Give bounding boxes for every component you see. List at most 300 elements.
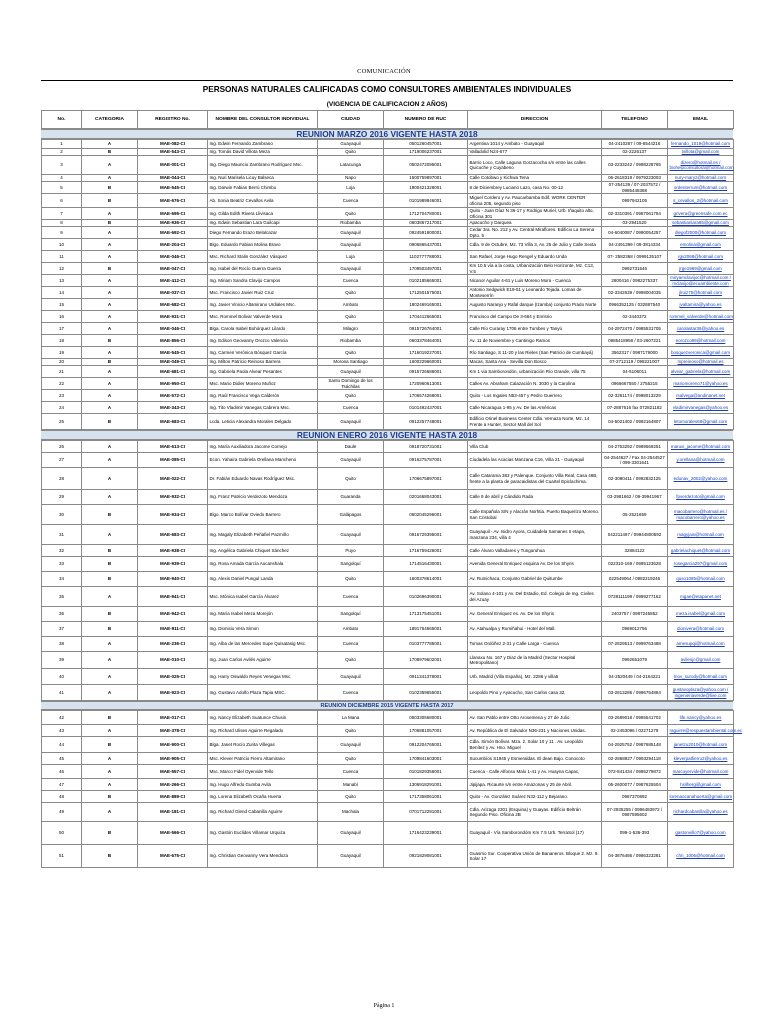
phone-cell: 02-3342639 / 0998004035: [602, 287, 668, 299]
table-row: [42, 402, 734, 414]
email-link[interactable]: grivera@greensafe.com.ec: [668, 208, 734, 220]
ruc-cell: 0921829081001: [384, 845, 468, 868]
column-header: DIRECCION: [468, 111, 602, 129]
category-cell: A: [82, 156, 138, 175]
registry-number-cell: MAE-543-CI: [138, 149, 208, 156]
row-number: 43: [42, 725, 82, 737]
email-link[interactable]: tvillota@gmail.com: [668, 149, 734, 156]
address-cell: Calle Española S/N y Alacrán Norhtia. Puerto Baquerizo Moreno. San Cristobal: [468, 505, 602, 525]
city-cell: Quito: [318, 347, 384, 359]
email-link[interactable]: rosegarcia297@gmail.com: [668, 557, 734, 572]
row-number: 33: [42, 557, 82, 572]
table-row: [42, 453, 734, 468]
email-link[interactable]: jrge1969@gmail.com: [668, 263, 734, 275]
email-link[interactable]: mariomoreno71@yahoo.es: [668, 378, 734, 390]
category-cell: B: [82, 545, 138, 557]
email-link[interactable]: y.orellana@hotmail.com: [668, 453, 734, 468]
city-cell: Quito: [318, 149, 384, 156]
email-link[interactable]: gustavoplaza@yahoo.com / ingenieriaverde@live.com: [668, 685, 734, 701]
registry-number-cell: MAE-889-CI: [138, 791, 208, 803]
ruc-cell: 1708979602001: [384, 652, 468, 669]
registry-number-cell: MAE-181-CI: [138, 803, 208, 822]
table-row: [42, 737, 734, 753]
table-row: [42, 359, 734, 366]
phone-cell: 0728111199 / 0999277162: [602, 587, 668, 607]
table-row: [42, 390, 734, 402]
email-link[interactable]: letomorales68@gmail.com: [668, 414, 734, 430]
phone-cell: 02-2453096 / 02271279: [602, 725, 668, 737]
phone-cell: 07-254139 / 07-2037572 / 0985448388: [602, 182, 668, 194]
phone-cell: 04-2753292 / 0989569251: [602, 441, 668, 453]
category-cell: A: [82, 587, 138, 607]
email-link[interactable]: quso1085@hotmail.com: [668, 572, 734, 587]
city-cell: Ambato: [318, 622, 384, 637]
ruc-cell: 1720960613001: [384, 378, 468, 390]
ruc-cell: 0906865437001: [384, 239, 468, 251]
city-cell: Quito: [318, 468, 384, 490]
registry-number-cell: MAE-856-CI: [138, 335, 208, 347]
email-link[interactable]: vladimirvanegas@yahoo.es: [668, 402, 734, 414]
column-header: CIUDAD: [318, 111, 384, 129]
category-cell: B: [82, 557, 138, 572]
row-number: 23: [42, 390, 82, 402]
address-cell: Calle 9 de abril y Cándido Rada: [468, 490, 602, 505]
registry-number-cell: MAE-939-CI: [138, 557, 208, 572]
city-cell: Riobamba: [318, 335, 384, 347]
consultant-name-cell: Blga. Carola Isabel Bohórquez Lilardo: [208, 323, 318, 335]
phone-cell: 03-2813286 / 0996754884: [602, 685, 668, 701]
email-link[interactable]: jlruiz75@hotmail.com: [668, 287, 734, 299]
row-number: 15: [42, 299, 82, 311]
ruc-cell: 1716423239001: [384, 822, 468, 845]
email-link[interactable]: hsilherg@gmail.com: [668, 779, 734, 791]
email-link[interactable]: sebastianlara85@gmail.com: [668, 220, 734, 227]
email-link[interactable]: mpreinoso@hotmail.es: [668, 359, 734, 366]
ruc-cell: 0102359655001: [384, 685, 468, 701]
email-link[interactable]: lorenaocanahuerta@gmail.com: [668, 791, 734, 803]
city-cell: Guaranda: [318, 490, 384, 505]
email-link[interactable]: eorozco89@hotmail.com: [668, 335, 734, 347]
phone-cell: 04-2491399 / 09-3814334: [602, 239, 668, 251]
category-cell: B: [82, 737, 138, 753]
column-header: REGISTRO No.: [138, 111, 208, 129]
registry-number-cell: MAE-412-CI: [138, 275, 208, 287]
email-link[interactable]: fpverdezoto@gmail.com: [668, 490, 734, 505]
ruc-cell: 1102777788001: [384, 251, 468, 263]
category-cell: B: [82, 711, 138, 725]
phone-cell: 04-6040087 / 0990054257: [602, 227, 668, 239]
category-cell: A: [82, 140, 138, 149]
address-cell: Villa Club: [468, 441, 602, 453]
category-cell: B: [82, 622, 138, 637]
row-number: 2: [42, 149, 82, 156]
category-cell: A: [82, 652, 138, 669]
registry-number-cell: MAE-675-CI: [138, 845, 208, 868]
category-cell: A: [82, 311, 138, 323]
email-link[interactable]: s_cevallos_2@hotmail.com: [668, 194, 734, 208]
address-cell: Urb. Madrid (Villa España), Mz. 2286 y villa5: [468, 669, 602, 685]
city-cell: Guayaquil: [318, 737, 384, 753]
table-row: [42, 175, 734, 182]
city-cell: Riobamba: [318, 220, 384, 227]
phone-cell: 02-3310391 / 0987061794: [602, 208, 668, 220]
category-cell: B: [82, 414, 138, 430]
consultant-name-cell: Ing. Edwin Fernando Zambrano: [208, 140, 318, 149]
email-link[interactable]: alvear_gabriela@hotmail.com: [668, 366, 734, 378]
row-number: 27: [42, 453, 82, 468]
address-cell: Ciudadela las Acacias Manzana C16, Villa 21 - Guayaquil: [468, 453, 602, 468]
email-link[interactable]: fernando_1019@hotmail.com: [668, 140, 734, 149]
ruc-cell: 1704412665001: [384, 311, 468, 323]
row-number: 47: [42, 779, 82, 791]
consultant-name-cell: Msc. Klever Patricio Fierro Altamirano: [208, 753, 318, 765]
registry-number-cell: MAE-572-CI: [138, 390, 208, 402]
row-number: 29: [42, 490, 82, 505]
table-row: [42, 287, 734, 299]
ruc-cell: 0103777785001: [384, 637, 468, 652]
address-cell: Jipijapa. Ricaurte s/n entre Amazonas y 25 de Abril.: [468, 779, 602, 791]
city-cell: Puyo: [318, 545, 384, 557]
phone-cell: 3562317 / 0987179000: [602, 347, 668, 359]
registry-number-cell: MAE-681-CI: [138, 366, 208, 378]
address-cell: Av. San Pablo entre Otto Arosemena y 27 de Julio: [468, 711, 602, 725]
registry-number-cell: MAE-613-CI: [138, 441, 208, 453]
ruc-cell: 0102185665001: [384, 275, 468, 287]
consultant-name-cell: Dr. Fabián Eduardo Navas Rodríguez Msc.: [208, 468, 318, 490]
city-cell: Quito: [318, 572, 384, 587]
address-cell: Calle Catarama 383 y Palenque. Conjunto Villa Real, Casa 46B, frente a la planta de paracaidistas del Cuartel Epiclachima.: [468, 468, 602, 490]
table-row: [42, 441, 734, 453]
email-link[interactable]: macobarrero@hotmail.es / macobarrero@yahoo.es: [668, 505, 734, 525]
consultant-name-cell: Ing. Nuri Marisela Licuy Balseca: [208, 175, 318, 182]
city-cell: La Mana: [318, 711, 384, 725]
row-number: 11: [42, 251, 82, 263]
row-number: 39: [42, 652, 82, 669]
consultants-table: [41, 139, 734, 430]
email-link[interactable]: nury-maryz@hotmail.com: [668, 175, 734, 182]
row-number: 38: [42, 637, 82, 652]
table-row: [42, 275, 734, 287]
section-heading: REUNION ENERO 2016 VIGENTE HASTA 2018: [41, 430, 733, 440]
phone-cell: 04-2520449 / 04-2164221: [602, 669, 668, 685]
category-cell: A: [82, 299, 138, 311]
row-number: 35: [42, 587, 82, 607]
email-link[interactable]: amesupqi@hotmail.com: [668, 637, 734, 652]
phone-cell: 02-3261174 / 0998013229: [602, 390, 668, 402]
column-header: EMAIL: [668, 111, 734, 129]
ruc-cell: 1306918291001: [384, 779, 468, 791]
row-number: 25: [42, 414, 82, 430]
city-cell: Napo: [318, 175, 384, 182]
email-link[interactable]: life.nancy@yahoo.es: [668, 711, 734, 725]
consultant-name-cell: Blga. Janet Rocío Zurita Villegas: [208, 737, 318, 753]
city-cell: Cuenca: [318, 275, 384, 287]
consultants-table: [41, 440, 734, 701]
consultant-name-cell: Ing. María Auxiliadora Jacome Cornejo: [208, 441, 318, 453]
consultant-name-cell: Blgo. Marco Bolívar Oviedo Barrero: [208, 505, 318, 525]
consultant-name-cell: Ing. Dionisio Vera Simon: [208, 622, 318, 637]
phone-cell: 022549064 / 0982219246: [602, 572, 668, 587]
address-cell: Guayaquil - Av. Isidro Ayora, Cuidadela Samanes II etapa, manzana 234, villa 4: [468, 525, 602, 545]
row-number: 34: [42, 572, 82, 587]
row-number: 37: [42, 622, 82, 637]
city-cell: Santo Domingo de los Tsáchilas: [318, 378, 384, 390]
row-number: 36: [42, 607, 82, 622]
consultant-name-cell: Ing. Rosa Amada García Aucanshala: [208, 557, 318, 572]
registry-number-cell: MAE-022-CI: [138, 468, 208, 490]
row-number: 12: [42, 263, 82, 275]
phone-cell: 05-2521659: [602, 505, 668, 525]
email-link[interactable]: raguirre@respuestambiental.com.ec: [668, 725, 734, 737]
city-cell: Latacunga: [318, 156, 384, 175]
table-row: [42, 637, 734, 652]
row-number: 1: [42, 140, 82, 149]
registry-number-cell: MAE-378-CI: [138, 725, 208, 737]
phone-cell: 04-5106011: [602, 366, 668, 378]
row-number: 10: [42, 239, 82, 251]
registry-number-cell: MAE-923-CI: [138, 685, 208, 701]
row-number: 26: [42, 441, 82, 453]
address-cell: Guayaquil - Vía Samborondóm Km 7.5 Urb. TerraSol (17): [468, 822, 602, 845]
address-cell: Leopoldo Pino y Ayacucho, San Carlos casa 32,: [468, 685, 602, 701]
registry-number-cell: MAE-931-CI: [138, 311, 208, 323]
address-cell: Edificio Orinel Business Center Cdla. Vernaza Norte, Mz. 14 Frente a Hunter, Sector Mall del Sol: [468, 414, 602, 430]
email-link[interactable]: edunav_2002@yahoo.com: [668, 468, 734, 490]
address-cell: Francisco del Campo De 3-664 y Enrisrio: [468, 311, 602, 323]
consultant-name-cell: Ing. Franz Patricio Verdezoto Mendoza: [208, 490, 318, 505]
email-link[interactable]: diegof2000@hotmail.com: [668, 227, 734, 239]
address-cell: Calle Álvaro Valladares y Tunguruhua: [468, 545, 602, 557]
email-link[interactable]: rsalvega@andinanet.net: [668, 390, 734, 402]
section-heading: REUNION MARZO 2016 VIGENTE HASTA 2018: [41, 129, 733, 139]
city-cell: Daule: [318, 441, 384, 453]
category-cell: B: [82, 607, 138, 622]
table-row: [42, 299, 734, 311]
document-header-label: COMUNICACIÓN: [357, 68, 411, 75]
address-cell: Calle Nicaragua 1-95 y Av. De las Américas: [468, 402, 602, 414]
ruc-cell: 0201668043001: [384, 490, 468, 505]
email-link[interactable]: janetzu2010@hotmail.com: [668, 737, 734, 753]
table-row: [42, 652, 734, 669]
table-row: [42, 468, 734, 490]
category-cell: B: [82, 220, 138, 227]
city-cell: Quito: [318, 208, 384, 220]
registry-number-cell: MAE-695-CI: [138, 208, 208, 220]
email-link[interactable]: dizero@hotmail.es / biohelpconsultora@hotmail.com: [668, 156, 734, 175]
consultant-name-cell: Ing. Gilda Edith Rivera Llivisaca: [208, 208, 318, 220]
email-link[interactable]: ordenterrum@hotmail.com: [668, 182, 734, 194]
registry-number-cell: MAE-010-CI: [138, 652, 208, 669]
registry-number-cell: MAE-049-CI: [138, 359, 208, 366]
phone-cell: 02-2868927 / 0993294118: [602, 753, 668, 765]
email-link[interactable]: meza.isabel@gmail.com: [668, 607, 734, 622]
phone-cell: 072-841434 / 0995279872: [602, 765, 668, 779]
email-link[interactable]: miryamclavijoc@hotmail.com / mclavijo@ecuambiente.com: [668, 275, 734, 287]
email-link[interactable]: carolastar36@yahoo.es: [668, 323, 734, 335]
email-link[interactable]: dionivera@hotmail.com: [668, 622, 734, 637]
row-number: 4: [42, 175, 82, 182]
email-link[interactable]: lnov_surody@hotmail.com: [668, 669, 734, 685]
row-number: 19: [42, 347, 82, 359]
column-header: NOMBRE DEL CONSULTOR INDIVIDUAL: [208, 111, 318, 129]
city-cell: Cuenca: [318, 637, 384, 652]
consultant-name-cell: Ing. Alba de las Mercedes Supe Quisatasig Msc.: [208, 637, 318, 652]
email-link[interactable]: kleverpatfierro2@yahoo.es: [668, 753, 734, 765]
phone-cell: 03-2233242 / 0998228765: [602, 156, 668, 175]
city-cell: Quito: [318, 287, 384, 299]
city-cell: Guayaquil: [318, 525, 384, 545]
table-row: [42, 347, 734, 359]
table-row: [42, 335, 734, 347]
address-cell: Km 1 via Samborondón, urbanización Río Grande, villa 75: [468, 366, 602, 378]
address-cell: Tomas Ordóñez 2-31 y Calle Larga - Cuenca: [468, 637, 602, 652]
row-number: 21: [42, 366, 82, 378]
email-link[interactable]: rommel_valverde@hotmail.com: [668, 311, 734, 323]
address-cell: Cdla. 9 de Octubre, Mz. 73 Villa 3, Av. 25 de Julio y Calle Sexta: [468, 239, 602, 251]
column-header: CATEGORIA: [82, 111, 138, 129]
phone-cell: 03-2941520: [602, 220, 668, 227]
consultant-name-cell: Ing. Edwin Sebastian Lara Guilcapi: [208, 220, 318, 227]
category-cell: A: [82, 779, 138, 791]
phone-cell: 07-2887616 fax 072821182: [602, 402, 668, 414]
registry-number-cell: MAE-266-CI: [138, 779, 208, 791]
phone-cell: 0985418958 / 03-2607221: [602, 335, 668, 347]
phone-cell: 04-2544627 / Fax 04-2544527 / 099-3301641: [602, 453, 668, 468]
ruc-cell: 1709841603001: [384, 753, 468, 765]
registry-number-cell: MAE-001-CI: [138, 156, 208, 175]
table-row: [42, 607, 734, 622]
category-cell: A: [82, 637, 138, 652]
address-cell: Av. Solano 4-101 y Av. Del Estadio, Ed. Colegio de Ing. Civiles del Azuay: [468, 587, 602, 607]
table-row: [42, 622, 734, 637]
address-cell: Avenida General Enriquez esquina Av. De los Shyris: [468, 557, 602, 572]
email-link[interactable]: gabrielachiquet@hotmail.com: [668, 545, 734, 557]
city-cell: Guayaquil: [318, 822, 384, 845]
phone-cell: 0969012756: [602, 622, 668, 637]
phone-cell: 042211497 / 09944800592: [602, 525, 668, 545]
registry-number-cell: MAE-343-CI: [138, 402, 208, 414]
category-cell: A: [82, 765, 138, 779]
consultant-name-cell: Msc. Mario Didier Moreno Muñoz: [208, 378, 318, 390]
address-cell: Valladolid N24-677: [468, 149, 602, 156]
city-cell: Guayaquil: [318, 239, 384, 251]
email-link[interactable]: jvaltamira@yahoo.es: [668, 299, 734, 311]
phone-cell: 0992651079: [602, 652, 668, 669]
table-header-row: [42, 111, 734, 129]
consultant-name-cell: Ing. Miriam Sandra Clavijo Campos: [208, 275, 318, 287]
category-cell: A: [82, 208, 138, 220]
city-cell: Loja: [318, 251, 384, 263]
email-link[interactable]: mgae@etapanet.net: [668, 587, 734, 607]
city-cell: Cuenca: [318, 194, 384, 208]
email-link[interactable]: gastonvillo7@yahoo.com: [668, 822, 734, 845]
ruc-cell: 1712501575001: [384, 287, 468, 299]
city-cell: Guayaquil: [318, 669, 384, 685]
category-cell: B: [82, 845, 138, 868]
category-cell: A: [82, 685, 138, 701]
row-number: 32: [42, 545, 82, 557]
email-link[interactable]: rgv2068@hotmail.com: [668, 251, 734, 263]
email-link[interactable]: magyjais@hotmail.com: [668, 525, 734, 545]
address-cell: Argentina 1014 y Ambato - Guayaquil: [468, 140, 602, 149]
phone-cell: 07-2712119 / 098221007: [602, 359, 668, 366]
email-link[interactable]: marcoyervide@hotmail.com: [668, 765, 734, 779]
phone-cell: 04-2410287 / 09-8544216: [602, 140, 668, 149]
registry-number-cell: MAE-017-CI: [138, 711, 208, 725]
consultant-name-cell: Ing. Tito Vladimir Vanegas Cabrera Msc.: [208, 402, 318, 414]
city-cell: Quito: [318, 753, 384, 765]
category-cell: B: [82, 822, 138, 845]
city-cell: Guayaquil: [318, 227, 384, 239]
consultant-name-cell: Ing. Richard Ulises Aguirre Regalado: [208, 725, 318, 737]
email-link[interactable]: avilesjc@gmail.com: [668, 652, 734, 669]
row-number: 24: [42, 402, 82, 414]
email-link[interactable]: bosquezveronica@gmail.com: [668, 347, 734, 359]
table-row: [42, 587, 734, 607]
email-link[interactable]: maruxi_jacome@hotmail.com: [668, 441, 734, 453]
consultant-name-cell: Ing. Harry Oswaldo Reyes Venegas Msc.: [208, 669, 318, 685]
email-link[interactable]: chri_1006@hotmail.com: [668, 845, 734, 868]
consultant-name-cell: Ing. María Isabel Meza Morejón: [208, 607, 318, 622]
consultant-name-cell: Ing. Raúl Francisco Vega Calderón: [208, 390, 318, 402]
table-row: [42, 140, 734, 149]
ruc-cell: 1709503497001: [384, 263, 468, 275]
email-link[interactable]: emolina@gmail.com: [668, 239, 734, 251]
address-cell: Río Santiago, S 11-20 y las Rieles (San Patricio de Cumbayá): [468, 347, 602, 359]
row-number: 30: [42, 505, 82, 525]
registry-number-cell: MAE-676-CI: [138, 194, 208, 208]
ruc-cell: 1802469165001: [384, 299, 468, 311]
address-cell: Miguel Cordero y Av. Paucarbamba Edif. WORK CENTER oficina 205, segundo piso: [468, 194, 602, 208]
phone-cell: 2800416 / 0982275337: [602, 275, 668, 287]
consultant-name-cell: Ing. Edison Geovanny Orozco Valencia: [208, 335, 318, 347]
row-number: 18: [42, 335, 82, 347]
ruc-cell: 0701712291001: [384, 803, 468, 822]
consultant-name-cell: Econ. Yahaira Gabriela Orellana Mancheno: [208, 453, 318, 468]
address-cell: Av. 11 de Noviembre y Cantinigo Ramos: [468, 335, 602, 347]
registry-number-cell: MAE-934-CI: [138, 505, 208, 525]
registry-number-cell: MAE-683-CI: [138, 414, 208, 430]
registry-number-cell: MAE-046-CI: [138, 323, 208, 335]
consultant-name-cell: Ing. Gabriela Paola Alvear Pesantes: [208, 366, 318, 378]
category-cell: A: [82, 227, 138, 239]
consultant-name-cell: Ing. Lorena Elizabeth Ocaña Huerta: [208, 791, 318, 803]
row-number: 28: [42, 468, 82, 490]
phone-cell: 05-2600077 / 0987625504: [602, 779, 668, 791]
city-cell: Machala: [318, 803, 384, 822]
consultant-name-cell: Ab. Sonia Beatriz Cevallos Avila: [208, 194, 318, 208]
table-row: [42, 251, 734, 263]
city-cell: Morona Santiago: [318, 359, 384, 366]
address-cell: Cuenca - Calle Alfonso Malo 1-41 y Av. Huayna Capac,: [468, 765, 602, 779]
address-cell: Av. Rumichaca, Conjunto Gabriel de Quitumbe: [468, 572, 602, 587]
ruc-cell: 0603867217001: [384, 220, 468, 227]
row-number: 6: [42, 194, 82, 208]
email-link[interactable]: richardcabanilla@yahoo.es: [668, 803, 734, 822]
city-cell: Guayaquil: [318, 845, 384, 868]
ruc-cell: 1706574268001: [384, 390, 468, 402]
row-number: 9: [42, 227, 82, 239]
address-cell: Barrio Loco, Calle Laguna Gorzacocha s/n entre las calles Quicoche y Cuyabeno: [468, 156, 602, 175]
category-cell: A: [82, 669, 138, 685]
category-cell: A: [82, 366, 138, 378]
consultant-name-cell: Ing. Gastón Euclides Villamar Urquiza: [208, 822, 318, 845]
row-number: 51: [42, 845, 82, 868]
consultant-name-cell: Ing. Gustavo Adolfo Plaza Tapia MSC.: [208, 685, 318, 701]
address-cell: 8 de Diciembrey Luciano Lazo, casa No. 00-12: [468, 182, 602, 194]
consultant-name-cell: Ing. Alexis Daniel Pungul Landa: [208, 572, 318, 587]
ruc-cell: 1716019227001: [384, 347, 468, 359]
